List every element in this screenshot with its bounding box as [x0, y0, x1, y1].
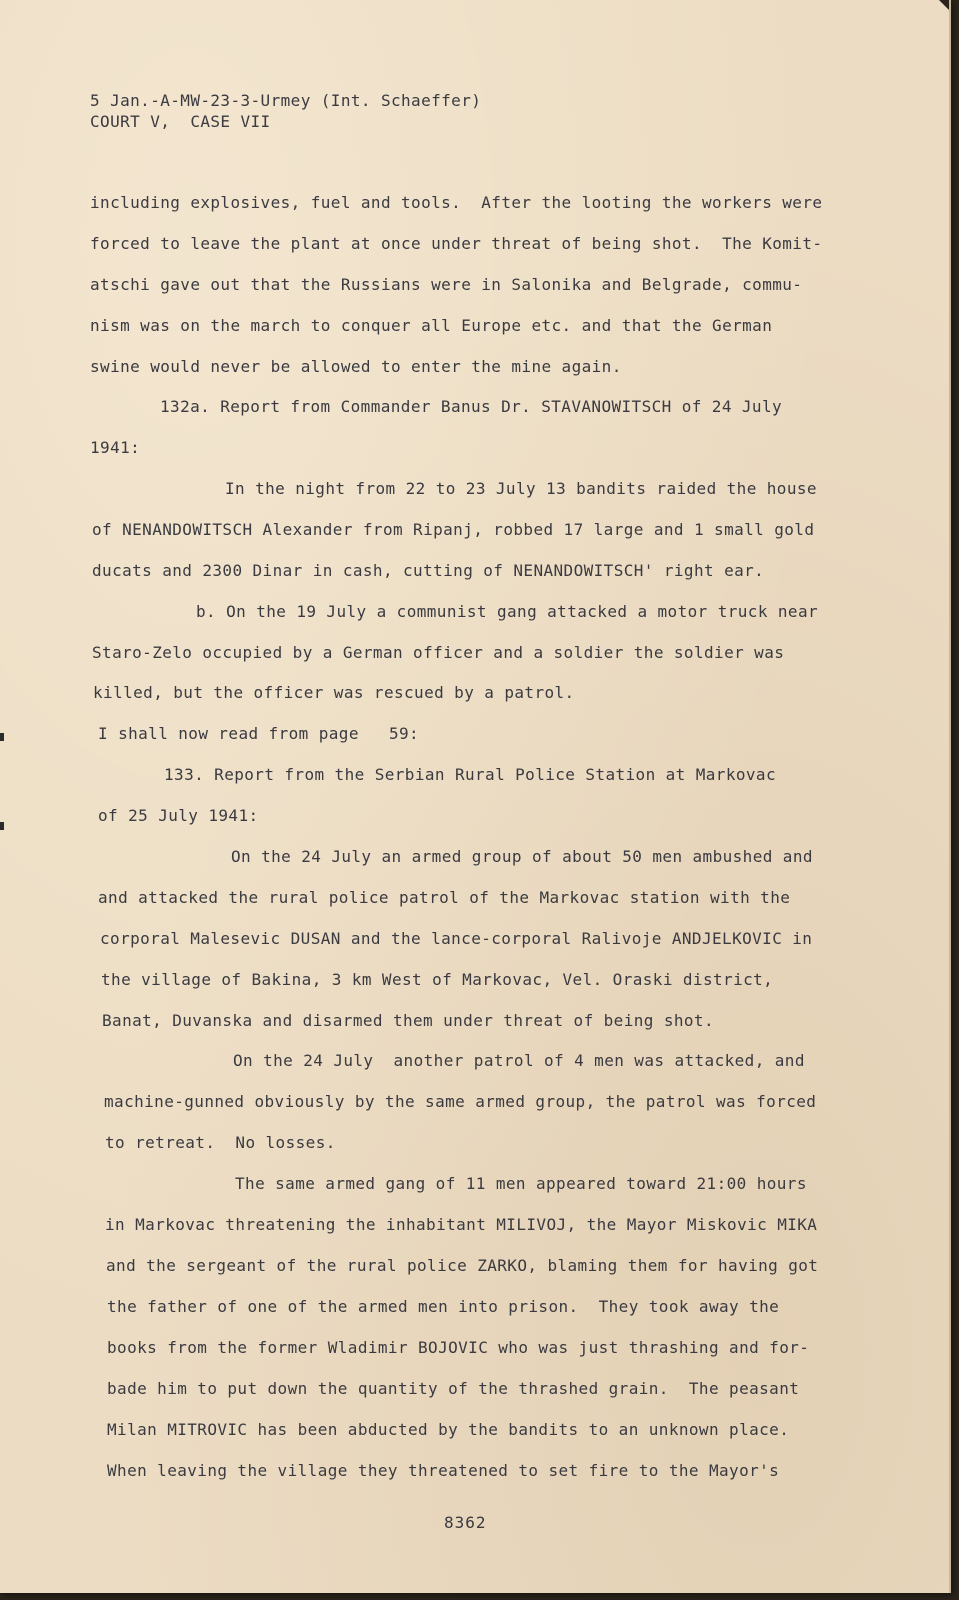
- body-line: books from the former Wladimir BOJOVIC who was just thrashing and for-: [107, 1338, 810, 1357]
- body-line: and attacked the rural police patrol of the Markovac station with the: [98, 888, 791, 907]
- body-line: 132a. Report from Commander Banus Dr. STAVANOWITSCH of 24 July: [160, 397, 783, 416]
- body-line: forced to leave the plant at once under threat of being shot. The Komit-: [90, 234, 823, 253]
- body-line: Banat, Duvanska and disarmed them under threat of being shot.: [102, 1011, 715, 1030]
- body-line: corporal Malesevic DUSAN and the lance-corporal Ralivoje ANDJELKOVIC in: [100, 929, 813, 948]
- body-line: nism was on the march to conquer all Europe etc. and that the German: [90, 316, 773, 335]
- body-line: 1941:: [90, 438, 141, 457]
- body-line: On the 24 July an armed group of about 50 men ambushed and: [231, 847, 813, 866]
- body-line: Milan MITROVIC has been abducted by the bandits to an unknown place.: [107, 1420, 790, 1439]
- margin-mark: [0, 733, 4, 741]
- body-line: b. On the 19 July a communist gang attacked a motor truck near: [196, 602, 819, 621]
- body-line: bade him to put down the quantity of the thrashed grain. The peasant: [107, 1379, 800, 1398]
- body-line: to retreat. No losses.: [105, 1133, 336, 1152]
- body-line: Staro-Zelo occupied by a German officer and a soldier the soldier was: [92, 643, 785, 662]
- page-corner-shadow: [939, 0, 949, 10]
- body-line: When leaving the village they threatened to set fire to the Mayor's: [107, 1461, 780, 1480]
- margin-mark: [0, 822, 4, 830]
- body-line: atschi gave out that the Russians were in Salonika and Belgrade, commu-: [90, 275, 803, 294]
- body-line: of NENANDOWITSCH Alexander from Ripanj, robbed 17 large and 1 small gold: [92, 520, 815, 539]
- body-line: in Markovac threatening the inhabitant MILIVOJ, the Mayor Miskovic MIKA: [105, 1215, 818, 1234]
- body-line: the village of Bakina, 3 km West of Markovac, Vel. Oraski district,: [101, 970, 774, 989]
- body-line: The same armed gang of 11 men appeared toward 21:00 hours: [235, 1174, 807, 1193]
- body-line: of 25 July 1941:: [98, 806, 259, 825]
- header-court-case: COURT V, CASE VII: [90, 112, 271, 131]
- body-line: I shall now read from page 59:: [98, 724, 420, 743]
- body-line: and the sergeant of the rural police ZARKO, blaming them for having got: [106, 1256, 819, 1275]
- body-line: machine-gunned obviously by the same armed group, the patrol was forced: [104, 1092, 817, 1111]
- body-line: the father of one of the armed men into prison. They took away the: [107, 1297, 780, 1316]
- page-number: 8362: [444, 1513, 487, 1532]
- header-reference: 5 Jan.-A-MW-23-3-Urmey (Int. Schaeffer): [90, 91, 482, 110]
- body-line: On the 24 July another patrol of 4 men was attacked, and: [233, 1051, 805, 1070]
- body-line: ducats and 2300 Dinar in cash, cutting of NENANDOWITSCH' right ear.: [92, 561, 765, 580]
- body-line: including explosives, fuel and tools. After the looting the workers were: [90, 193, 823, 212]
- body-line: In the night from 22 to 23 July 13 bandits raided the house: [225, 479, 817, 498]
- body-line: 133. Report from the Serbian Rural Police Station at Markovac: [164, 765, 777, 784]
- body-line: swine would never be allowed to enter the mine again.: [90, 357, 622, 376]
- body-line: killed, but the officer was rescued by a patrol.: [93, 683, 575, 702]
